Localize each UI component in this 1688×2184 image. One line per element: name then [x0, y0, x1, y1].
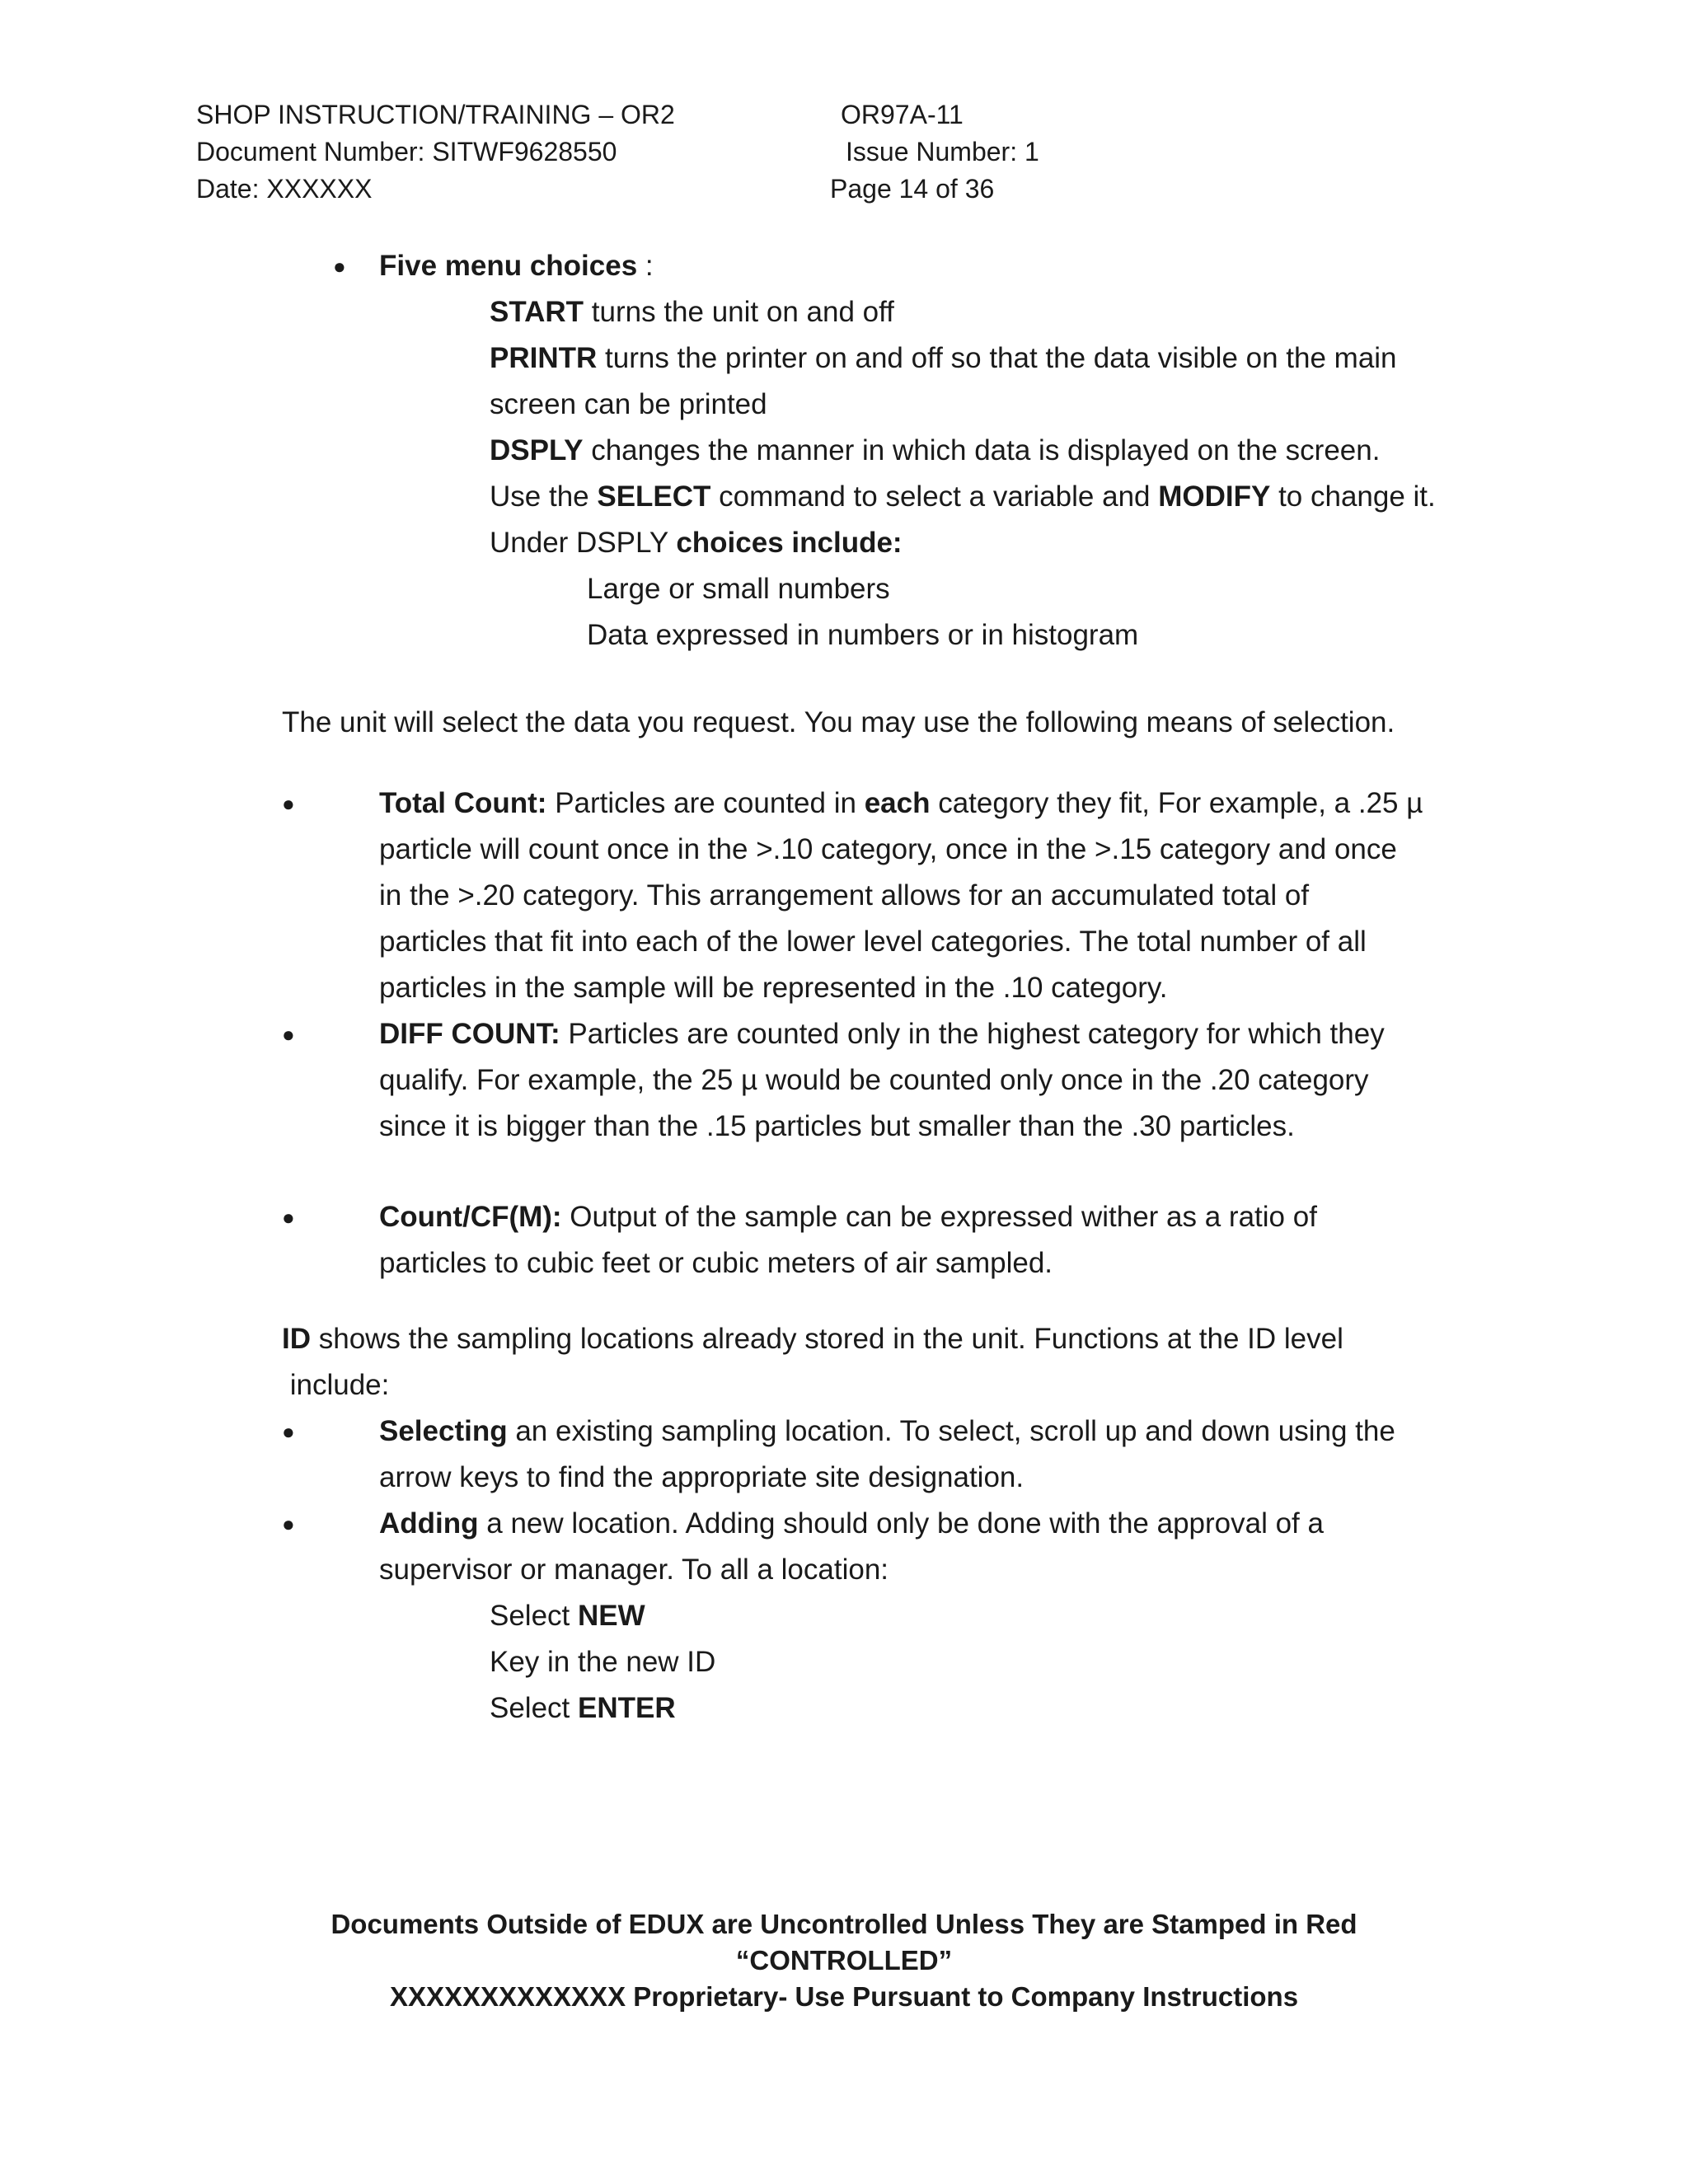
change-text: to change it. — [1270, 480, 1436, 513]
bullet-icon: ● — [282, 1511, 295, 1536]
enter-keyword: ENTER — [578, 1692, 676, 1724]
dsply-description: changes the manner in which data is displayed on the screen. — [583, 434, 1381, 466]
header-title: SHOP INSTRUCTION/TRAINING – OR2 — [196, 100, 675, 129]
select-keyword: SELECT — [597, 480, 711, 513]
adding-step-1 — [490, 1593, 645, 1639]
printr-description: turns the printer on and off so that the data visible on the main — [597, 342, 1397, 374]
adding-line-2: supervisor or manager. To all a location: — [379, 1554, 889, 1586]
menu-printr-line — [490, 335, 1397, 382]
total-count-line-3: in the >.20 category. This arrangement allows for an accumulated total of — [379, 879, 1310, 912]
total-count-line-2: particle will count once in the >.10 category, once in the >.15 category and once — [379, 833, 1397, 865]
total-count-text-b: category they fit, For example, a .25 µ — [930, 787, 1423, 819]
use-the-text: Use the — [490, 480, 598, 513]
menu-select-modify-line — [490, 474, 1436, 520]
id-line-1 — [282, 1316, 1343, 1362]
header-doc-number: Document Number: SITWF9628550 — [196, 137, 617, 166]
selection-intro: The unit will select the data you request. You may use the following means of selection. — [282, 706, 1395, 738]
adding-line-1 — [379, 1501, 1324, 1547]
header-issue-number: Issue Number: 1 — [846, 137, 1039, 166]
bullet-icon: ● — [282, 791, 295, 816]
id-text: shows the sampling locations already stored in the unit. Functions at the ID level — [311, 1323, 1343, 1355]
adding-step-2: Key in the new ID — [490, 1646, 716, 1678]
start-keyword: START — [490, 296, 584, 328]
select-text: Select — [490, 1692, 578, 1724]
start-description: turns the unit on and off — [584, 296, 894, 328]
dsply-keyword: DSPLY — [490, 434, 584, 466]
header-code: OR97A-11 — [841, 100, 964, 129]
diff-count-line-1 — [379, 1011, 1385, 1057]
printr-keyword: PRINTR — [490, 342, 598, 374]
select-text: Select — [490, 1600, 578, 1632]
count-cf-text: Output of the sample can be expressed wither as a ratio of — [561, 1201, 1317, 1233]
count-cf-line-1 — [379, 1194, 1317, 1240]
header-page-number: Page 14 of 36 — [830, 174, 995, 204]
total-count-line-4: particles that fit into each of the lower level categories. The total number of all — [379, 926, 1367, 958]
adding-text: a new location. Adding should only be done with the approval of a — [478, 1507, 1324, 1540]
menu-dsply-line — [490, 428, 1380, 474]
count-cf-keyword: Count/CF(M): — [379, 1201, 562, 1233]
dsply-choice-2: Data expressed in numbers or in histogram — [587, 619, 1139, 651]
selecting-keyword: Selecting — [379, 1415, 508, 1447]
diff-count-keyword: DIFF COUNT: — [379, 1018, 560, 1050]
count-cf-line-2: particles to cubic feet or cubic meters of air sampled. — [379, 1247, 1053, 1279]
bullet-icon: ● — [333, 254, 346, 279]
selecting-line-1 — [379, 1408, 1395, 1455]
selecting-line-2: arrow keys to find the appropriate site designation. — [379, 1461, 1025, 1493]
diff-count-line-2: qualify. For example, the 25 µ would be counted only once in the .20 category — [379, 1064, 1369, 1096]
dsply-choice-1: Large or small numbers — [587, 573, 890, 605]
choices-include-keyword: choices include: — [676, 527, 903, 559]
menu-choices-heading — [379, 243, 654, 289]
adding-step-3 — [490, 1685, 676, 1732]
menu-choices-title: Five menu choices — [379, 250, 638, 282]
footer-line-3: XXXXXXXXXXXXX Proprietary- Use Pursuant to Company Instructions — [389, 1981, 1299, 2012]
diff-count-line-3: since it is bigger than the .15 particles but smaller than the .30 particles. — [379, 1110, 1295, 1142]
bullet-icon: ● — [282, 1022, 295, 1047]
each-keyword: each — [864, 787, 931, 819]
adding-keyword: Adding — [379, 1507, 479, 1540]
diff-count-text: Particles are counted only in the highest category for which they — [560, 1018, 1385, 1050]
total-count-line-1 — [379, 780, 1423, 827]
menu-printr-line-2: screen can be printed — [490, 388, 767, 420]
menu-under-dsply-line — [490, 520, 903, 566]
menu-start-line — [490, 289, 894, 335]
total-count-text-a: Particles are counted in — [546, 787, 865, 819]
bullet-icon: ● — [282, 1205, 295, 1230]
header-date: Date: XXXXXX — [196, 174, 373, 204]
modify-keyword: MODIFY — [1158, 480, 1271, 513]
total-count-line-5: particles in the sample will be represented in the .10 category. — [379, 972, 1168, 1004]
footer-line-2: “CONTROLLED” — [735, 1945, 953, 1975]
total-count-keyword: Total Count: — [379, 787, 547, 819]
selecting-text: an existing sampling location. To select, scroll up and down using the — [507, 1415, 1395, 1447]
footer-line-1: Documents Outside of EDUX are Uncontrolled Unless They are Stamped in Red — [331, 1909, 1357, 1939]
new-keyword: NEW — [578, 1600, 645, 1632]
under-dsply-text: Under DSPLY — [490, 527, 677, 559]
id-keyword: ID — [282, 1323, 311, 1355]
bullet-icon: ● — [282, 1419, 295, 1444]
command-text: command to select a variable and — [710, 480, 1159, 513]
id-line-2: include: — [282, 1369, 390, 1401]
menu-choices-colon: : — [637, 250, 654, 282]
